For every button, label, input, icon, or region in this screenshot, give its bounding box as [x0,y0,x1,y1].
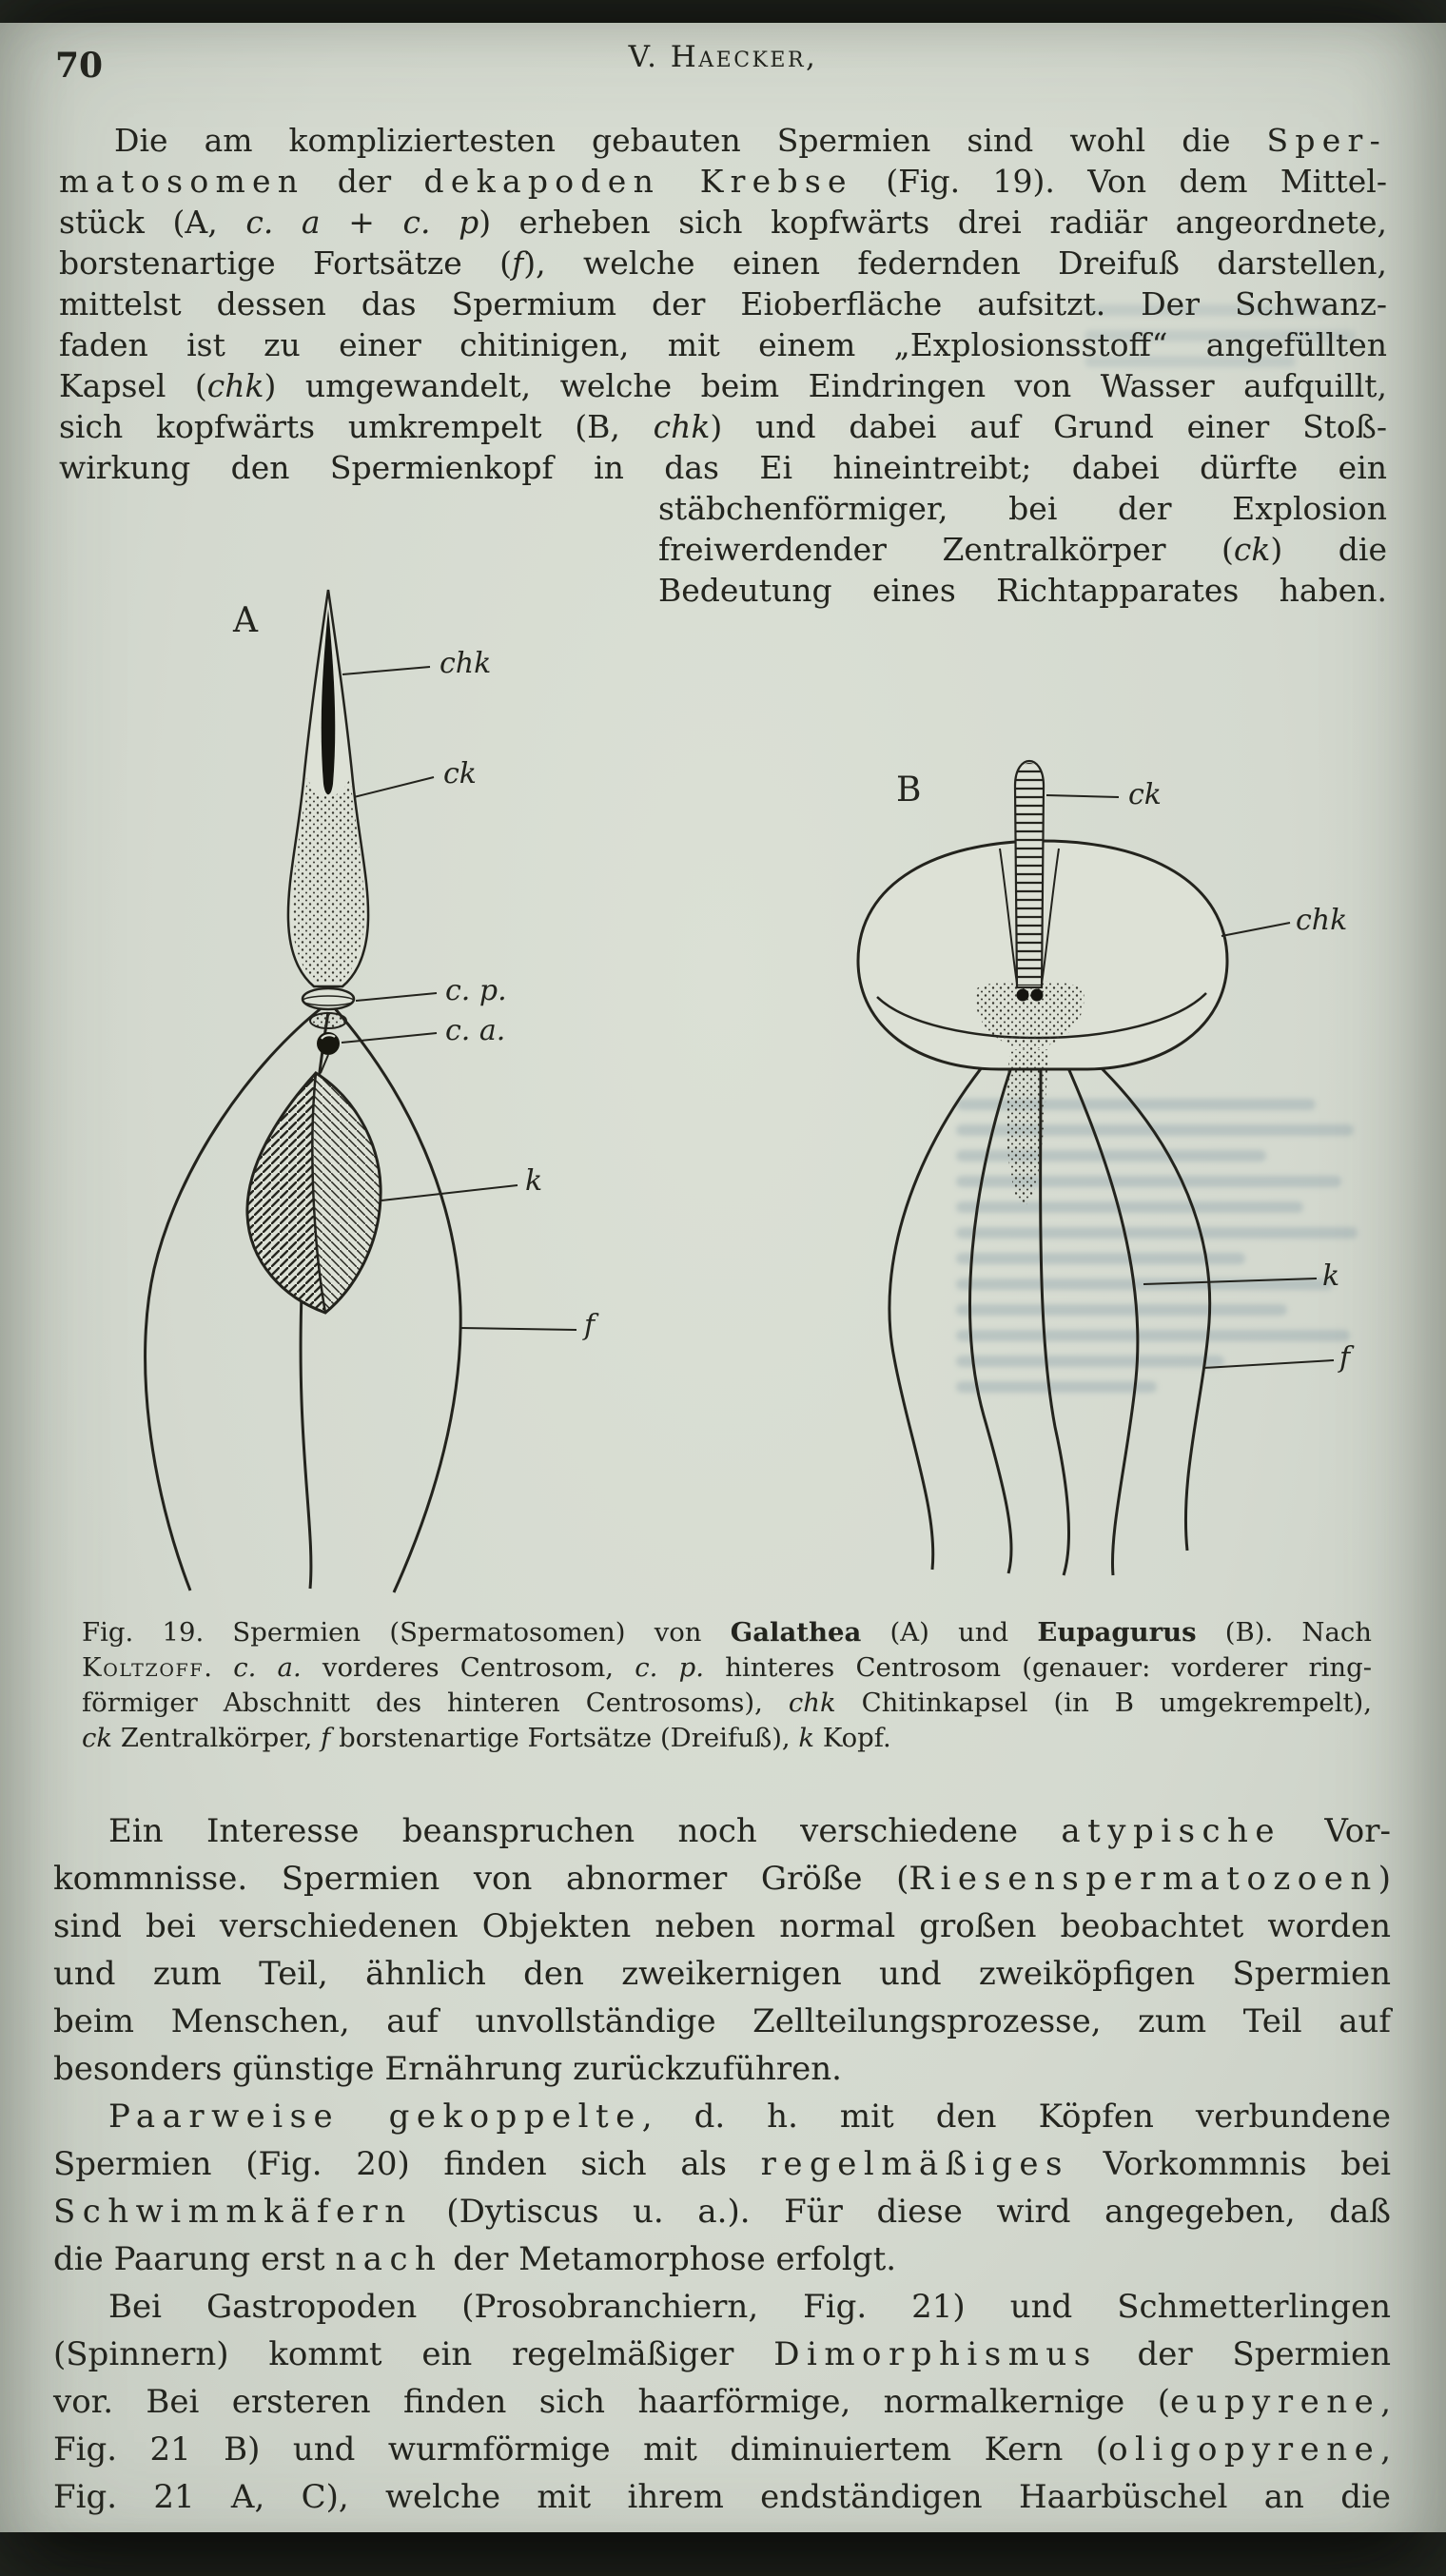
text-line [53,2140,1391,2188]
text-segment: Bedeutung eines Richtapparates haben. [658,572,1387,609]
text-line [53,1903,1391,1950]
text-segment: der Metamorphose erfolgt. [442,2240,897,2278]
text-segment: der [304,163,424,200]
text-line [53,2235,1391,2283]
label-f-a: f [584,1309,596,1342]
text-segment: , d. h. mit den Köpfen verbundene [641,2098,1391,2136]
text-segment: matosomen [59,163,305,200]
text-segment: chk [653,408,711,445]
text-segment: ck [1233,531,1271,568]
text-segment: Zentralkörper, [112,1723,322,1753]
text-segment: (A) und [861,1617,1038,1648]
text-segment: wirkung den Spermienkopf in das Ei hineintreibt; dabei dürfte ein [59,449,1387,486]
text-line [59,161,1387,202]
text-line [53,2045,1391,2093]
text-segment: sich kopfwärts umkrempelt (B, [59,408,654,445]
text-segment: Schwimmkäfern [53,2193,413,2231]
text-segment: ) die [1270,531,1388,568]
pointer-k-b [1143,1278,1317,1284]
pointer-ck-a [354,777,434,797]
text-segment: stück (A, [59,204,246,241]
label-ck-a: ck [443,757,477,790]
text-segment: ), welche einen federnden Dreifuß darstellen, [523,244,1387,282]
paragraph-1-wrap [658,488,1387,611]
text-segment: f [321,1723,331,1753]
filament-2 [970,1062,1013,1573]
text-line [658,488,1387,529]
posterior-centrosome-lower [310,1013,346,1028]
text-segment: chk [788,1688,836,1718]
text-segment: k [798,1723,815,1753]
text-segment: kommnisse. Spermien von abnormer Größe ( [53,1860,909,1898]
pointer-ck-b [1046,795,1119,797]
label-f-b: f [1339,1341,1351,1375]
text-segment: besonders günstige Ernährung zurückzuführen. [53,2050,842,2088]
text-line [658,529,1387,570]
text-segment: + [320,204,403,241]
page-number: 70 [55,46,104,86]
head-hatch-right [312,1073,381,1313]
label-ck-b: ck [1128,778,1162,811]
text-line [82,1615,1372,1650]
text-segment: stäbchenförmiger, bei der Explosion [658,490,1387,527]
paragraph-3 [53,2093,1391,2283]
center-knob-left [1017,989,1029,1002]
text-segment: Fig. 19. Spermien (Spermatosomen) von [82,1617,731,1648]
text-segment: c. a [245,204,321,241]
text-segment: Riesenspermatozoen [909,1860,1378,1898]
text-segment: eupyrene [1169,2383,1381,2421]
text-segment: ) [1378,1860,1391,1898]
text-segment: borstenartige Fortsätze ( [59,244,513,282]
paragraph-1 [59,120,1387,488]
text-segment: Dimorphismus [773,2335,1098,2373]
text-segment: und zum Teil, ähnlich den zweikernigen und zweiköpfigen Spermien [53,1955,1391,1993]
text-line [53,2426,1391,2473]
filament-5 [1084,1052,1210,1551]
pointer-k-a [381,1185,518,1200]
text-segment: c. a. [233,1652,302,1683]
scan-border-bottom [0,2532,1446,2576]
text-segment: oligopyrene [1108,2430,1381,2469]
text-line [82,1721,1372,1756]
text-segment: Kapsel ( [59,367,207,404]
pointer-f-b [1203,1360,1334,1368]
text-segment: Koltzoff [82,1652,205,1683]
label-chk-b: chk [1296,904,1348,937]
text-line [53,1855,1391,1903]
text-line [53,1950,1391,1998]
text-segment: Vorkommnis bei [1068,2145,1391,2183]
text-segment: ck [82,1723,113,1753]
text-segment: Bei Gastropoden (Prosobranchiern, Fig. 21) und Schmetterlingen [108,2288,1391,2326]
text-segment: Paarweise gekoppelte [108,2098,642,2136]
text-line [59,324,1387,365]
text-line [82,1650,1372,1686]
text-line [53,2188,1391,2235]
text-segment: (Spinnern) kommt ein regelmäßiger [53,2335,774,2373]
scan-border-top [0,0,1446,23]
running-head: V. Haecker, [628,40,818,74]
pointer-chk-b [1221,923,1290,936]
text-line [59,447,1387,488]
text-segment: Eupagurus [1037,1617,1197,1648]
text-line [53,2331,1391,2378]
text-segment: Galathea [730,1617,862,1648]
text-segment: mittelst dessen das Spermium der Eioberfläche aufsitzt. Der Schwanz- [59,285,1387,322]
text-segment: sind bei verschiedenen Objekten neben normal großen beobachtet worden [53,1907,1391,1945]
label-ca-a: c. a. [445,1014,506,1047]
text-line [59,243,1387,283]
text-segment: beim Menschen, auf unvollständige Zellteilungsprozesse, zum Teil auf [53,2002,1391,2040]
pointer-cp-a [356,993,437,1001]
label-k-b: k [1322,1259,1340,1293]
text-segment: borstenartige Fortsätze (Dreifuß), [330,1723,799,1753]
text-line [59,202,1387,243]
text-line [53,1998,1391,2045]
text-segment: regelmäßiges [760,2145,1069,2183]
text-line [59,120,1387,161]
text-segment: vor. Bei ersteren finden sich haarförmige, normalkernige ( [53,2383,1170,2421]
text-segment: ) umgewandelt, welche beim Eindringen von Wasser aufquillt, [264,367,1387,404]
text-line [59,283,1387,324]
text-segment: faden ist zu einer chitinigen, mit einem „Explosionsstoff“ angefüllten [59,326,1387,363]
text-segment: ) und dabei auf Grund einer Stoß- [710,408,1387,445]
center-knob-right [1031,989,1044,1002]
text-segment: (Fig. 19). Von dem Mittel- [852,163,1387,200]
text-segment: c. p [402,204,479,241]
text-segment: atypische [1061,1812,1282,1850]
text-segment: f [512,244,524,282]
text-segment: freiwerdender Zentralkörper ( [658,531,1234,568]
text-line [59,406,1387,447]
spermatozoon-drawing-b [771,750,1403,1601]
filament-3 [1041,1065,1069,1575]
text-segment: , [1380,2383,1391,2421]
text-segment: Ein Interesse beanspruchen noch verschiedene [108,1812,1062,1850]
text-line [53,2378,1391,2426]
text-line [658,570,1387,611]
text-segment: , [1380,2430,1391,2469]
figure-panel-a [57,582,647,1605]
text-line [53,2473,1391,2521]
text-segment: dekapoden Krebse [423,163,853,200]
text-segment: Spermien (Fig. 20) finden sich als [53,2145,761,2183]
text-segment: Vor- [1281,1812,1392,1850]
text-segment: (B). Nach [1196,1617,1372,1648]
text-segment: vorderes Centrosom, [301,1652,635,1683]
text-segment: Fig. 21 A, C), welche mit ihrem endständigen Haarbüschel an die [53,2478,1391,2516]
text-segment: Chitinkapsel (in B umgekrempelt), [835,1688,1372,1718]
text-segment: der Spermien [1097,2335,1391,2373]
text-segment: (Dytiscus u. a.). Für diese wird angegeben, daß [412,2193,1391,2231]
filament-4 [1065,1062,1138,1575]
bristle-right [334,1007,460,1592]
text-line [53,2093,1391,2140]
paragraph-4 [53,2283,1391,2521]
text-line [82,1686,1372,1721]
figure-panel-b [771,750,1403,1601]
spermatozoon-drawing-a [57,582,647,1605]
text-segment: nach [335,2240,443,2278]
text-segment: Sper- [1266,122,1387,159]
text-segment: förmiger Abschnitt des hinteren Centrosoms), [82,1688,789,1718]
text-segment: hinteres Centrosom (genauer: vorderer ring- [703,1652,1373,1683]
filament-1 [889,1052,994,1570]
text-line [59,365,1387,406]
figure-caption [82,1615,1372,1756]
label-chk-a: chk [440,647,492,680]
streak-stipple [1006,1049,1048,1205]
text-segment: chk [206,367,264,404]
text-segment: Fig. 21 B) und wurmförmige mit diminuiertem Kern ( [53,2430,1109,2469]
label-cp-a: c. p. [445,974,507,1007]
text-segment: ) erheben sich kopfwärts drei radiär angeordnete, [479,204,1387,241]
panel-letter-a: A [233,601,258,640]
text-line [53,1807,1391,1855]
text-segment: die Paarung erst [53,2240,336,2278]
panel-letter-b: B [896,771,922,810]
rod-stripes [1015,763,1044,986]
paragraph-2 [53,1807,1391,2093]
text-segment: c. p. [635,1652,704,1683]
text-line [53,2283,1391,2331]
label-k-a: k [525,1164,543,1198]
text-segment: . [204,1652,234,1683]
pointer-f-a [460,1328,576,1330]
text-segment: Die am kompliziertesten gebauten Spermien sind wohl die [114,122,1267,159]
text-segment: Kopf. [814,1723,891,1753]
pointer-chk-a [342,667,430,674]
